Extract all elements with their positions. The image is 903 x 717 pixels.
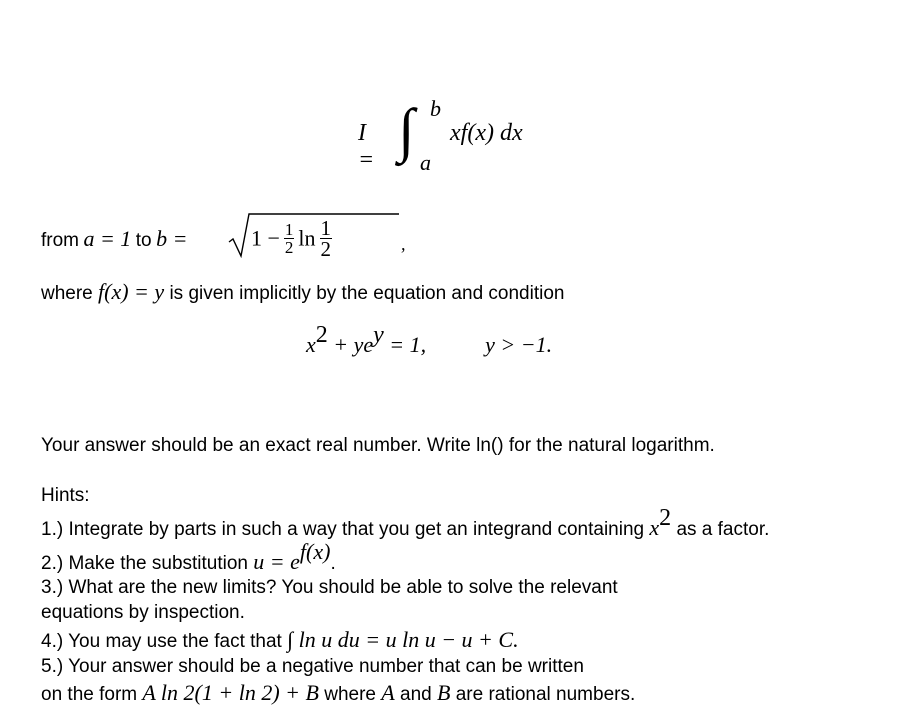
implicit-e-exponent: y	[373, 322, 384, 348]
hint-4-text: 4.) You may use the fact that	[41, 631, 282, 652]
hint-3-line-2: equations by inspection.	[41, 602, 245, 623]
hint-5-math: A ln 2(1 + ln 2) + B	[142, 680, 319, 705]
hint-5-math-b: B	[436, 680, 451, 705]
hints-title: Hints:	[41, 485, 90, 506]
where-line	[41, 280, 564, 306]
integral-upper-limit: b	[430, 96, 441, 121]
implicit-plus-ye: + ye	[333, 332, 374, 357]
hint-1	[41, 505, 770, 542]
from-label: from	[41, 230, 79, 251]
hint-2-text: 2.) Make the substitution	[41, 553, 248, 574]
hint-4	[41, 628, 519, 654]
implicit-condition: y > −1.	[485, 332, 553, 357]
hint-5-where: where	[324, 684, 376, 705]
hint-5-pre: on the form	[41, 684, 138, 705]
fraction-one-half-a: $\frac{1}{2}$	[284, 220, 294, 257]
implicit-x-base: x	[306, 332, 316, 357]
hint-2-math-exponent: f(x)	[299, 539, 331, 564]
function-expression: f(x) = y	[98, 279, 165, 304]
hint-4-math: ∫ ln u du = u ln u − u + C.	[287, 627, 519, 652]
implicit-equation	[306, 322, 553, 358]
hint-1-tail: as a factor.	[676, 519, 770, 540]
hint-1-text: 1.) Integrate by parts in such a way that you get an integrand containing	[41, 519, 645, 540]
hint-5-and: and	[400, 684, 432, 705]
hint-5-tail: are rational numbers.	[455, 684, 636, 705]
sqrt-expression	[227, 212, 407, 261]
hint-2-tail: .	[330, 553, 336, 574]
integral-sign: ∫	[398, 97, 415, 163]
hint-1-math-exponent: 2	[659, 505, 672, 531]
hint-1-math-base: x	[649, 515, 660, 540]
answer-instruction: Your answer should be an exact real number. Write ln() for the natural logarithm.	[41, 435, 715, 456]
integral-integrand: xf(x) dx	[450, 120, 523, 146]
where-label: where	[41, 283, 93, 304]
where-rest: is given implicitly by the equation and condition	[169, 283, 565, 304]
implicit-x-exponent: 2	[315, 322, 328, 348]
implicit-equals-one: = 1,	[389, 332, 427, 357]
limits-line	[41, 216, 406, 276]
hint-3-line-1: 3.) What are the new limits? You should be able to solve the relevant	[41, 577, 618, 598]
hint-2	[41, 539, 336, 576]
ln-label: ln	[298, 225, 316, 251]
integral-lower-limit: a	[420, 150, 431, 175]
limits-trailing-comma: ,	[401, 234, 406, 254]
b-expression: b =	[156, 226, 188, 251]
integral-lhs: I =	[358, 120, 375, 173]
sqrt-lead: 1 −	[251, 225, 280, 251]
hint-5-line-2	[41, 681, 635, 707]
to-label: to	[135, 230, 152, 251]
hint-5-math-a: A	[381, 680, 395, 705]
fraction-one-half-b: $\frac{1}{2}$	[320, 216, 332, 261]
a-expression: a = 1	[83, 226, 132, 251]
hint-2-math: u = e	[253, 549, 300, 574]
hint-5-line-1: 5.) Your answer should be a negative number that can be written	[41, 656, 584, 677]
